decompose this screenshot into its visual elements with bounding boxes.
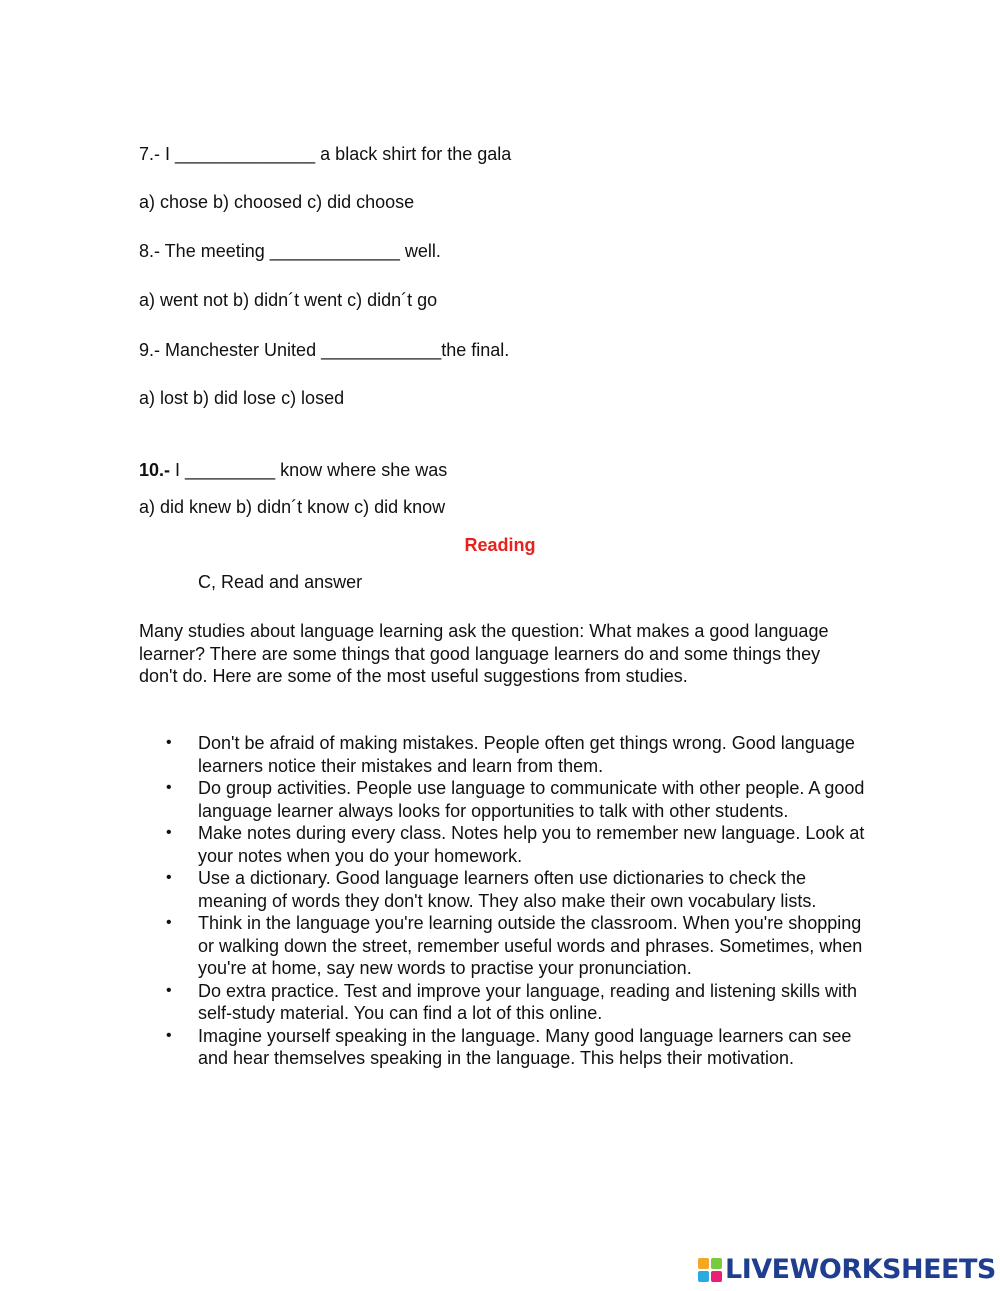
logo-blocks-icon [698,1258,722,1282]
question-10-prefix: I [170,460,186,480]
reading-instruction: C, Read and answer [198,572,363,592]
reading-paragraph: Many studies about language learning ask the question: What makes a good language learner? There are some things that good language learners do and some things they don't do. Here are some of the most useful suggestions from studies. [139,621,829,686]
tip-text: Do group activities. People use language to communicate with other people. A good language learner always looks for opportunities to talk with other students. [198,778,865,821]
list-item [139,822,869,867]
question-10-options: a) did knew b) didn´t know c) did know [139,497,446,517]
logo-block [698,1271,709,1282]
bullet-icon: • [166,734,172,751]
question-9-prefix: 9.- Manchester United [139,340,322,360]
list-item [139,980,869,1025]
tips-list [139,732,869,1070]
question-8-options: a) went not b) didn´t went c) didn´t go [139,290,438,310]
list-item [139,777,869,822]
question-9-suffix: the final. [441,340,510,360]
question-10-suffix: know where she was [275,460,448,480]
question-7-suffix: a black shirt for the gala [315,144,512,164]
tip-text: Make notes during every class. Notes help you to remember new language. Look at your notes when you do your homework. [198,823,865,866]
reading-heading: Reading [464,535,536,555]
question-8-blank[interactable]: _____________ [269,241,400,261]
bullet-icon: • [166,869,172,886]
question-10-number: 10.- [139,460,171,480]
bullet-icon: • [166,824,172,841]
tip-text: Imagine yourself speaking in the language. Many good language learners can see and hear themselves speaking in the language. This helps their motivation. [198,1025,852,1068]
question-9 [139,339,509,361]
tip-text: Do extra practice. Test and improve your language, reading and listening skills with self-study material. You can find a lot of this online. [198,980,858,1023]
logo-block [711,1258,722,1269]
list-item [139,732,869,777]
tip-text: Use a dictionary. Good language learners often use dictionaries to check the meaning of words they don't know. They also make their own vocabulary lists. [198,868,817,911]
logo-block [698,1258,709,1269]
question-8-suffix: well. [399,241,441,261]
question-8-prefix: 8.- The meeting [139,241,270,261]
logo-text: LIVEWORKSHEETS [725,1254,996,1285]
liveworksheets-logo [698,1253,996,1287]
bullet-icon: • [166,779,172,796]
question-8 [139,240,441,262]
tip-text: Think in the language you're learning outside the classroom. When you're shopping or walking down the street, remember useful words and phrases. Sometimes, when you're at home, say new words to practise your pronunciation. [198,913,863,978]
question-7 [139,143,511,165]
list-item [139,867,869,912]
logo-block [711,1271,722,1282]
list-item [139,912,869,980]
bullet-icon: • [166,914,172,931]
question-10-blank[interactable]: _________ [185,460,276,480]
question-9-blank[interactable]: ____________ [321,340,442,360]
bullet-icon: • [166,1026,172,1044]
question-10 [139,459,447,481]
question-7-blank[interactable]: ______________ [175,144,316,164]
list-item [139,1025,869,1070]
question-9-options: a) lost b) did lose c) losed [139,388,345,408]
bullet-icon: • [166,981,172,999]
question-7-prefix: 7.- I [139,144,176,164]
tip-text: Don't be afraid of making mistakes. People often get things wrong. Good language learners notice their mistakes and learn from them. [198,733,855,776]
question-7-options: a) chose b) choosed c) did choose [139,192,415,212]
